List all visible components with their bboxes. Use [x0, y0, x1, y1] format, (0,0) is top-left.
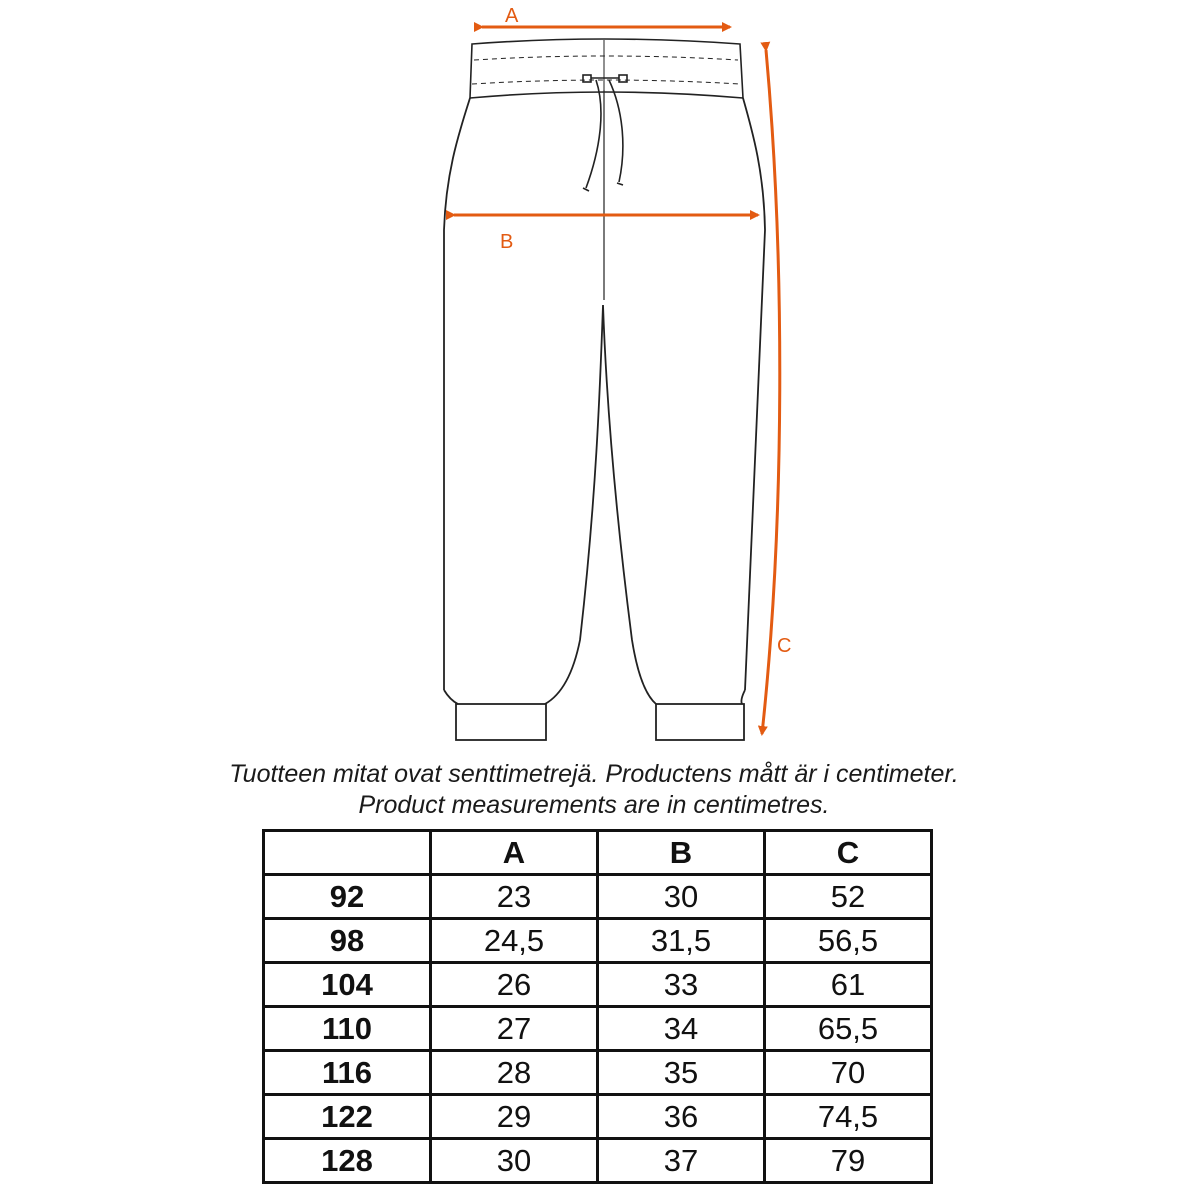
value-cell-b: 30 — [598, 875, 765, 919]
table-row — [264, 875, 932, 919]
size-cell: 110 — [264, 1007, 431, 1051]
dimension-b — [454, 215, 758, 253]
dimension-a — [482, 5, 730, 27]
value-cell-b: 33 — [598, 963, 765, 1007]
waistband — [470, 39, 743, 98]
value-cell-c: 74,5 — [765, 1095, 932, 1139]
table-row — [264, 1139, 932, 1183]
value-cell-a: 30 — [431, 1139, 598, 1183]
value-cell-b: 35 — [598, 1051, 765, 1095]
size-cell: 104 — [264, 963, 431, 1007]
value-cell-c: 56,5 — [765, 919, 932, 963]
value-cell-b: 37 — [598, 1139, 765, 1183]
header-cell-c: C — [765, 831, 932, 875]
size-cell: 92 — [264, 875, 431, 919]
value-cell-a: 26 — [431, 963, 598, 1007]
value-cell-b: 34 — [598, 1007, 765, 1051]
table-row — [264, 1095, 932, 1139]
value-cell-a: 23 — [431, 875, 598, 919]
value-cell-b: 36 — [598, 1095, 765, 1139]
value-cell-c: 61 — [765, 963, 932, 1007]
table-row — [264, 919, 932, 963]
value-cell-c: 65,5 — [765, 1007, 932, 1051]
pants-outline — [444, 90, 765, 704]
value-cell-a: 24,5 — [431, 919, 598, 963]
header-cell-b: B — [598, 831, 765, 875]
value-cell-c: 70 — [765, 1051, 932, 1095]
header-cell-a: A — [431, 831, 598, 875]
size-cell: 122 — [264, 1095, 431, 1139]
value-cell-a: 28 — [431, 1051, 598, 1095]
dimension-c-label: C — [777, 635, 792, 657]
size-table — [262, 829, 933, 1184]
table-row — [264, 963, 932, 1007]
header-cell-size — [264, 831, 431, 875]
value-cell-c: 79 — [765, 1139, 932, 1183]
size-cell: 116 — [264, 1051, 431, 1095]
dimension-a-label: A — [505, 5, 519, 27]
cuffs — [456, 704, 744, 740]
dimension-b-label: B — [500, 231, 514, 253]
size-cell: 128 — [264, 1139, 431, 1183]
measurement-note-line-2: Product measurements are in centimetres. — [358, 791, 830, 819]
value-cell-a: 27 — [431, 1007, 598, 1051]
dimension-c — [762, 50, 791, 734]
table-header-row — [264, 831, 932, 875]
size-cell: 98 — [264, 919, 431, 963]
table-row — [264, 1051, 932, 1095]
value-cell-b: 31,5 — [598, 919, 765, 963]
value-cell-c: 52 — [765, 875, 932, 919]
value-cell-a: 29 — [431, 1095, 598, 1139]
table-row — [264, 1007, 932, 1051]
measurement-note-line-1: Tuotteen mitat ovat senttimetrejä. Productens mått är i centimeter. — [229, 760, 959, 788]
